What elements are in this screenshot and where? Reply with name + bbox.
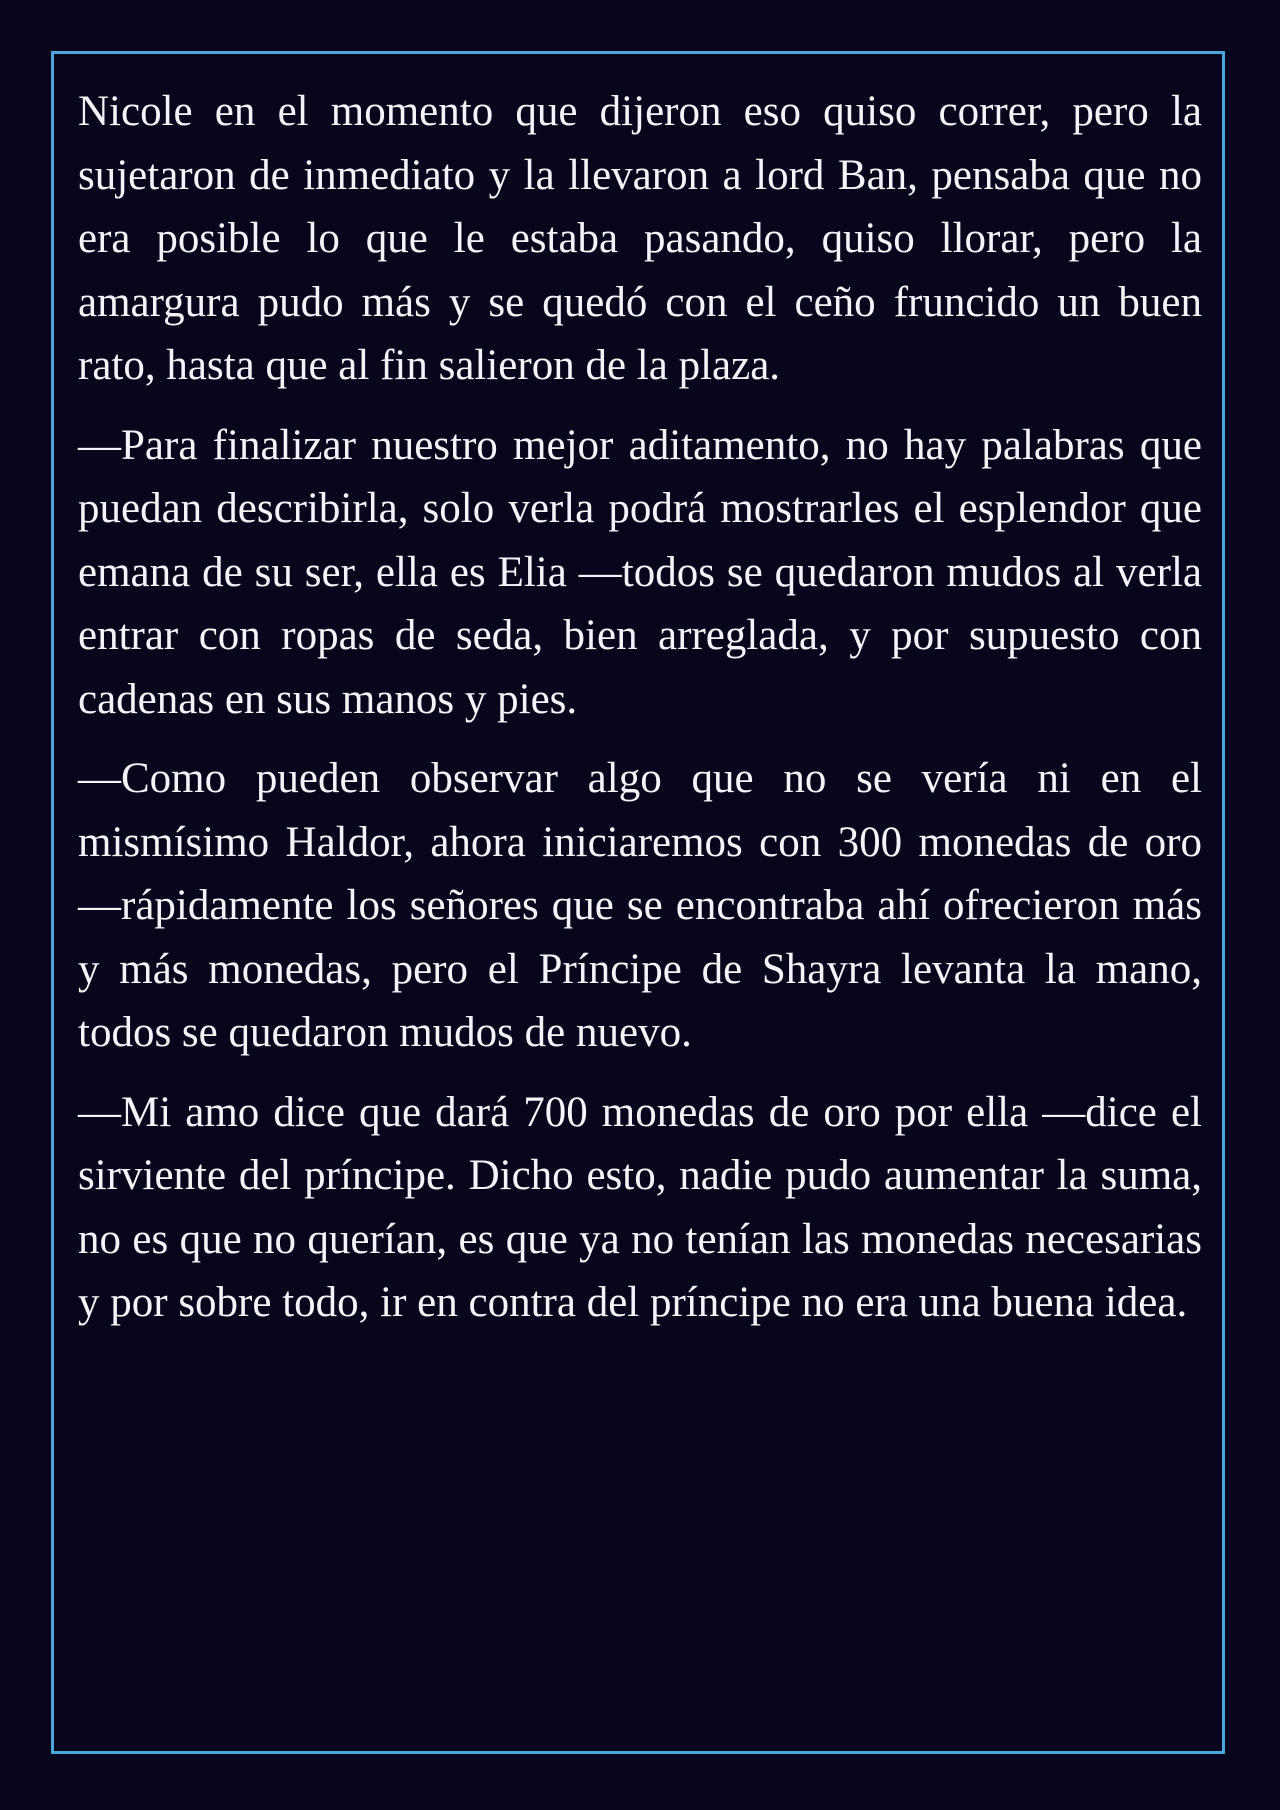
paragraph-1: Nicole en el momento que dijeron eso quiso correr, pero la sujetaron de inmediato y la llevaron a lord Ban, pensaba que no era posible lo que le estaba pasando, quiso llorar, pero la amargura pudo más y se quedó con el ceño fruncido un buen rato, hasta que al fin salieron de la plaza. [78,88,1202,389]
paragraph-2: —Para finalizar nuestro mejor aditamento, no hay palabras que puedan describirla, solo verla podrá mostrarles el esplendor que emana de su ser, ella es Elia —todos se quedaron mudos al verla entrar con ropas de seda, bien arreglada, y por supuesto con cadenas en sus manos y pies. [78,421,1202,723]
story-text-body [78,80,1202,1351]
paragraph-3: —Como pueden observar algo que no se vería ni en el mismísimo Haldor, ahora iniciaremos con 300 monedas de oro —rápidamente los señores que se encontraba ahí ofrecieron más y más monedas, pero el Príncipe de Shayra levanta la mano, todos se quedaron mudos de nuevo. [78,755,1202,1056]
paragraph-4: —Mi amo dice que dará 700 monedas de oro por ella —dice el sirviente del príncipe. Dicho esto, nadie pudo aumentar la suma, no es que no querían, es que ya no tenían las monedas necesarias y por sobre todo, ir en contra del príncipe no era una buena idea. [78,1088,1202,1326]
